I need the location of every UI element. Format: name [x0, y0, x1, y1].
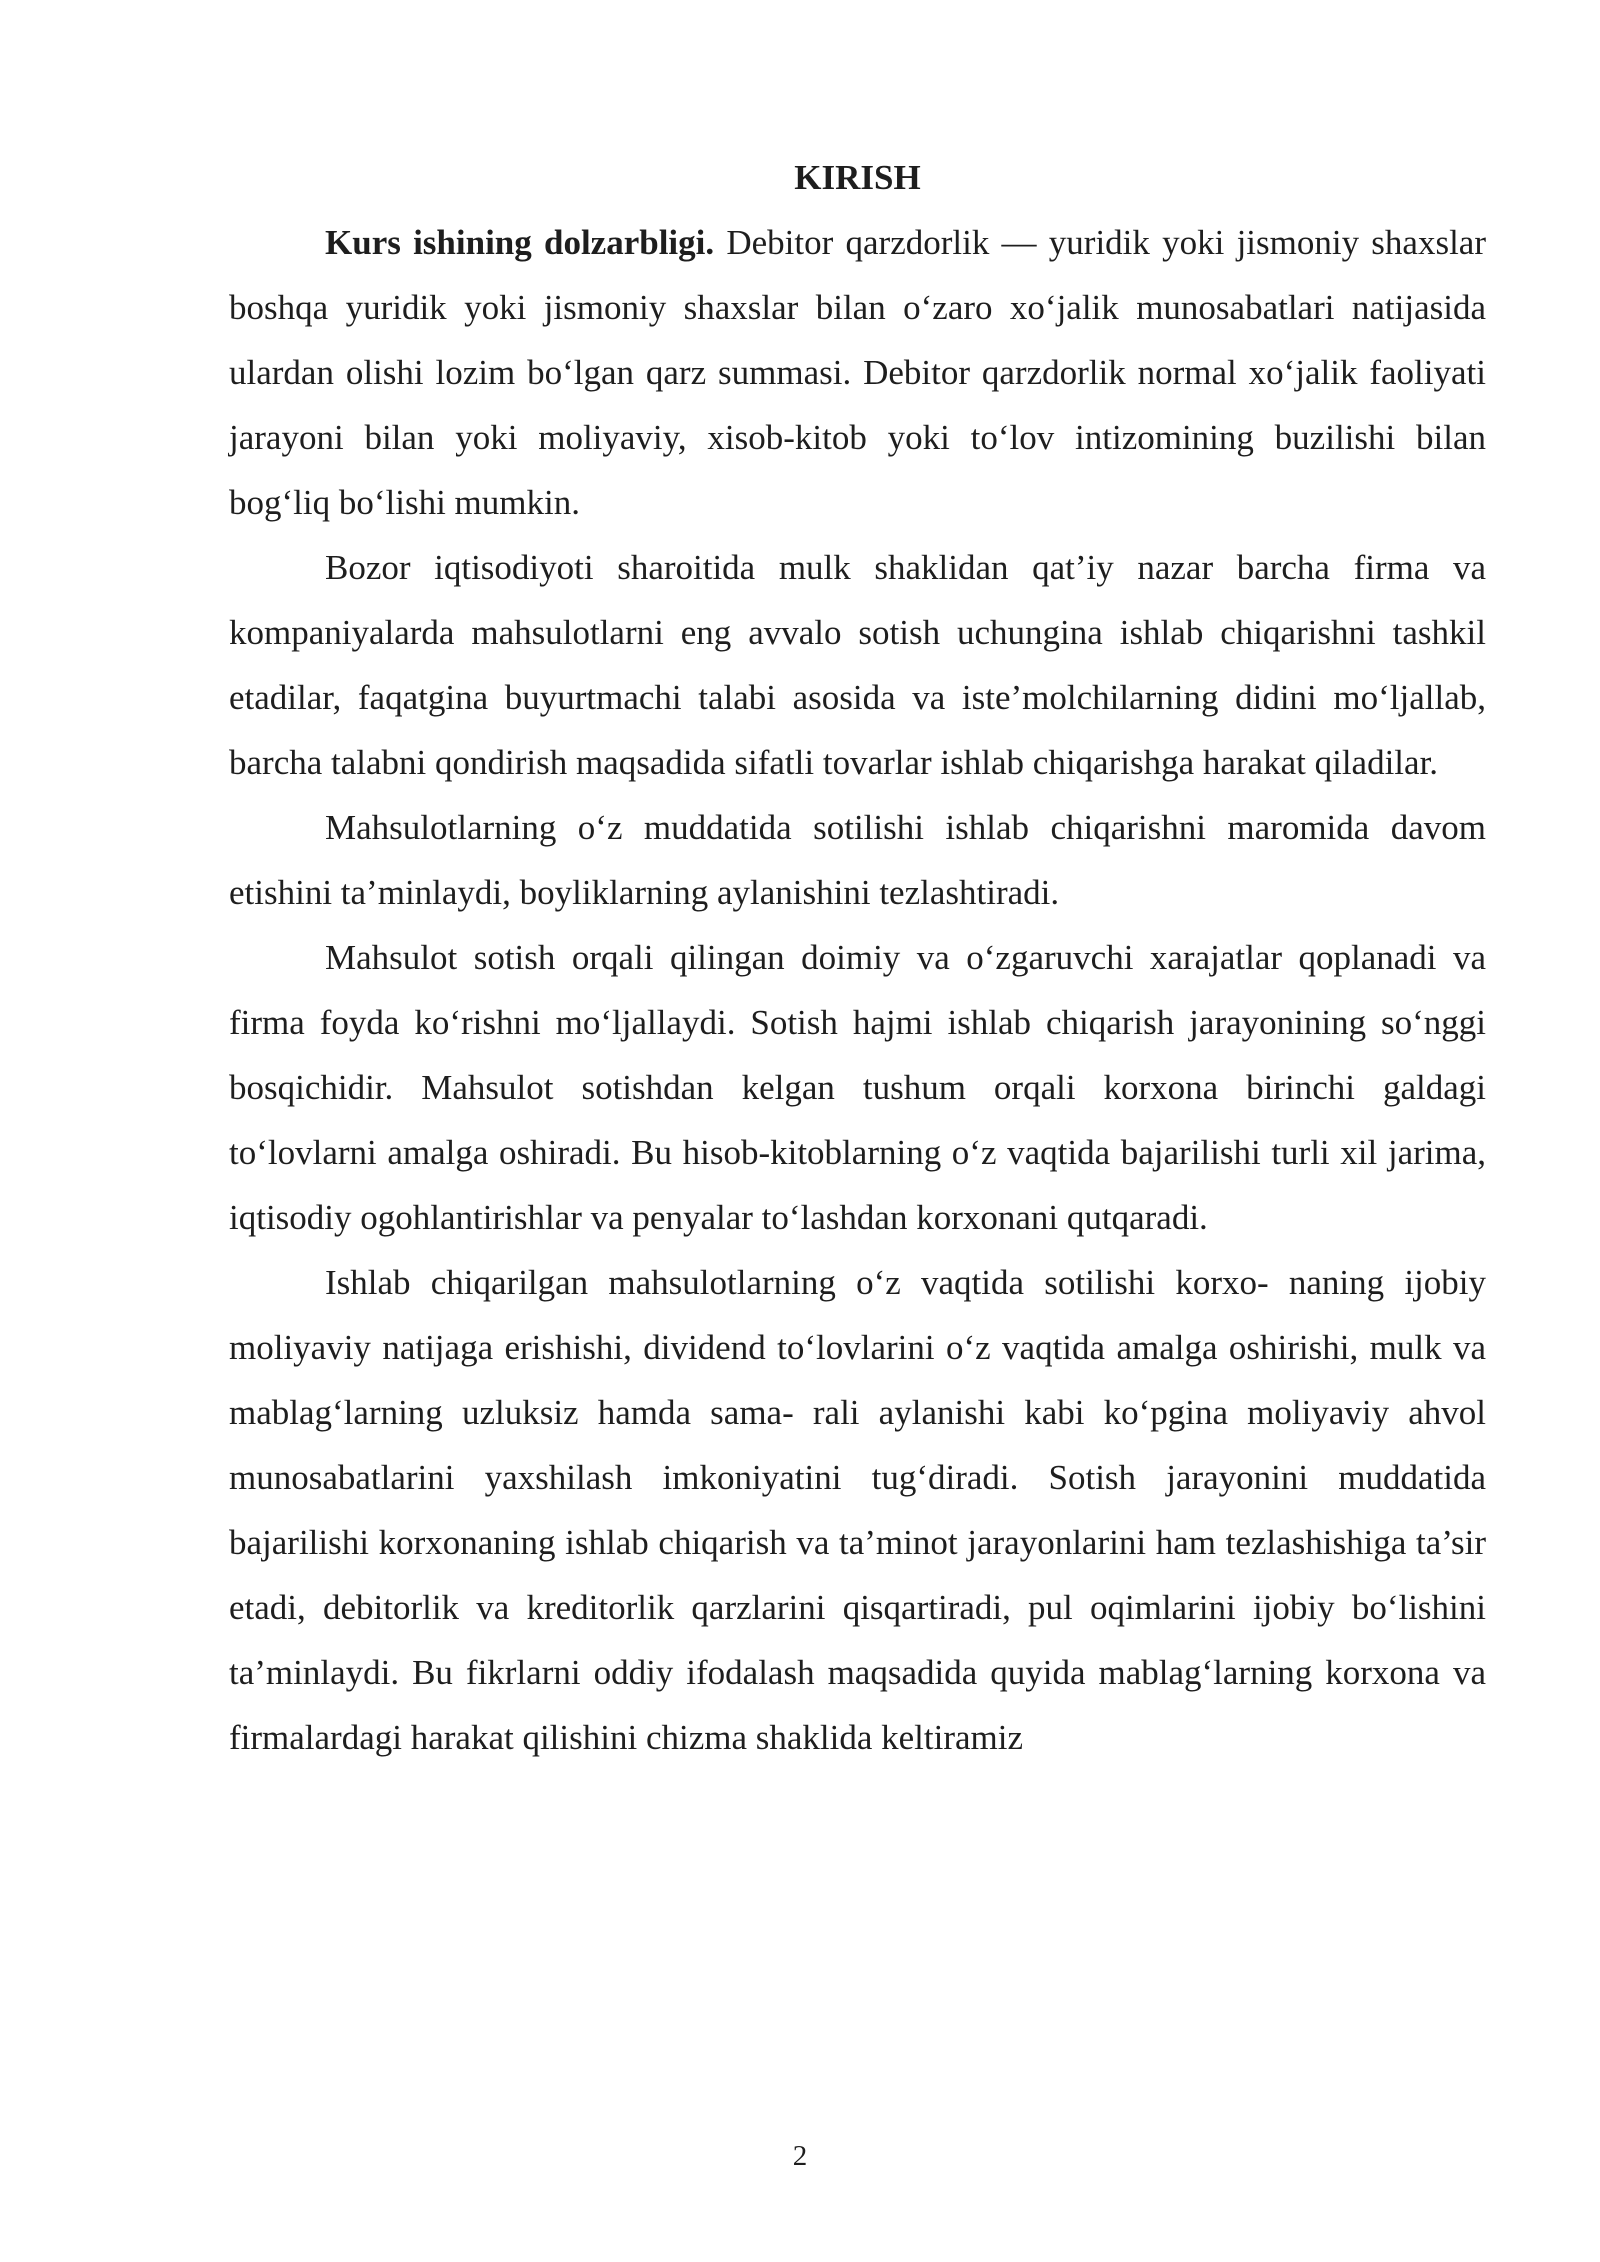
section-heading: KIRISH: [794, 158, 921, 197]
paragraph-financial-results: Ishlab chiqarilgan mahsulotlarning o‘z vaqtida sotilishi korxo- naning ijobiy moliyaviy natijaga erishishi, dividend to‘lovlarini o‘z vaqtida amalga oshirishi, mulk va mablag‘larning uzluksiz hamda sama- rali aylanishi kabi ko‘pgina moliyaviy ahvol munosabatlarini yaxshilash imkoniyatini tug‘diradi. Sotish jarayonini muddatida bajarilishi korxonaning ishlab chiqarish va ta’minot jarayonlarini ham tezlashishiga ta’sir etadi, debitorlik va kreditorlik qarzlarini qisqartiradi, pul oqimlarini ijobiy bo‘lishini ta’minlaydi. Bu fikrlarni oddiy ifodalash maqsadida quyida mablag‘larning korxona va firmalardagi harakat qilishini chizma shaklida keltiramiz: [229, 1263, 1486, 1757]
paragraph-relevance: [229, 210, 1486, 535]
page-number: 2: [792, 2140, 808, 2172]
page-body: [229, 145, 1486, 1770]
paragraph-lead: Kurs ishining dolzarbligi.: [325, 223, 715, 262]
paragraph-costs-revenue: Mahsulot sotish orqali qilingan doimiy va o‘zgaruvchi xarajatlar qoplanadi va firma foyda ko‘rishni mo‘ljallaydi. Sotish hajmi ishlab chiqarish jarayonining so‘nggi bosqichidir. Mahsulot sotishdan kelgan tushum orqali korxona birinchi galdagi to‘lovlarni amalga oshiradi. Bu hisob-kitoblarning o‘z vaqtida bajarilishi turli xil jarima, iqtisodiy ogohlantirishlar va penyalar to‘lashdan korxonani qutqaradi.: [229, 938, 1486, 1237]
paragraph-market-economy: Bozor iqtisodiyoti sharoitida mulk shaklidan qat’iy nazar barcha firma va kompaniyalarda mahsulotlarni eng avvalo sotish uchungina ishlab chiqarishni tashkil etadilar, faqatgina buyurtmachi talabi asosida va iste’molchilarning didini mo‘ljallab, barcha talabni qondirish maqsadida sifatli tovarlar ishlab chiqarishga harakat qiladilar.: [229, 548, 1486, 782]
paragraph-text: Debitor qarzdorlik — yuridik yoki jismoniy shaxslar boshqa yuridik yoki jismoniy shaxslar bilan o‘zaro xo‘jalik munosabatlari natijasida ulardan olishi lozim bo‘lgan qarz summasi. Debitor qarzdorlik normal xo‘jalik faoliyati jarayoni bilan yoki moliyaviy, xisob-kitob yoki to‘lov intizomining buzilishi bilan bog‘liq bo‘lishi mumkin.: [229, 223, 1486, 522]
paragraph-timely-sales: Mahsulotlarning o‘z muddatida sotilishi ishlab chiqarishni maromida davom etishini ta’minlaydi, boyliklarning aylanishini tezlashtiradi.: [229, 808, 1486, 912]
